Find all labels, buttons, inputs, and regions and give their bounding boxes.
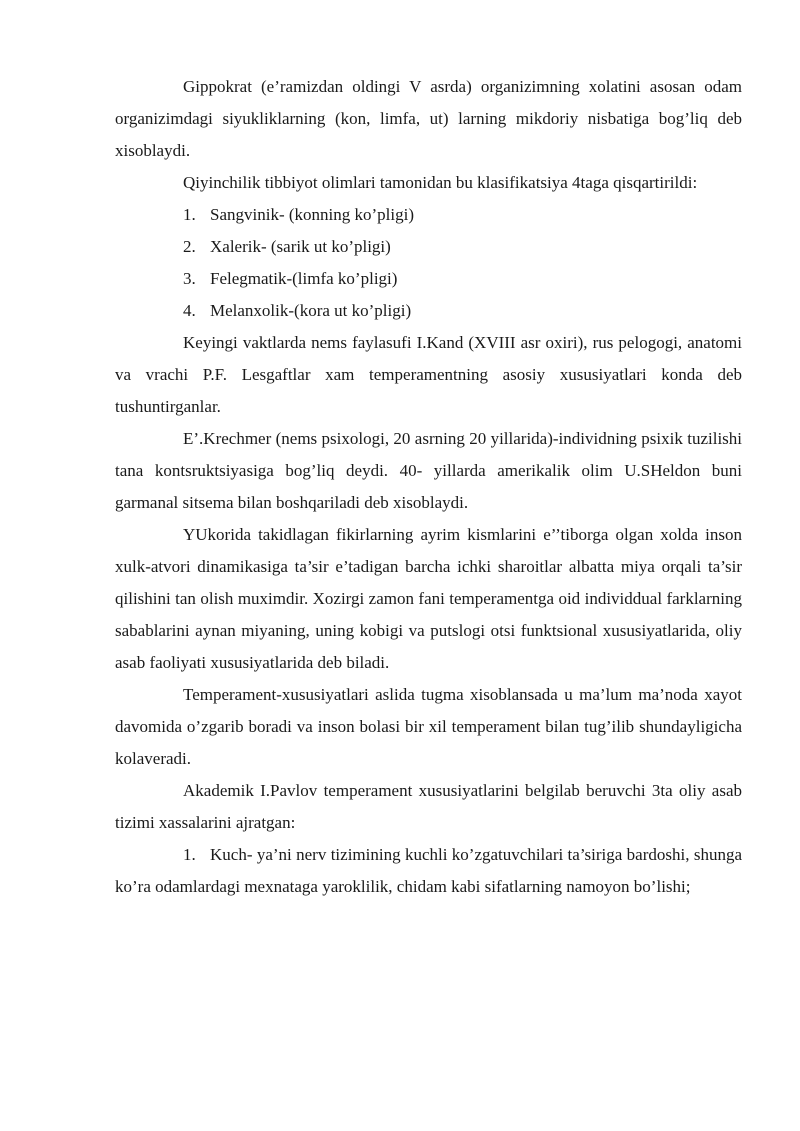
list-item-number: 1. [183, 845, 196, 864]
list-item-text: Melanxolik-(kora ut ko’pligi) [210, 301, 412, 320]
list-item-number: 2. [183, 237, 196, 256]
document-body [115, 71, 742, 903]
paragraph-kretschmer: E’.Krechmer (nems psixologi, 20 asrning 20 yillarida)-individning psixik tuzilishi tana kontsruktsiyasiga bog’liq deydi. 40- yillarda amerikalik olim U.SHeldon buni garmanal sitsema bilan boshqariladi deb xisoblaydi. [115, 429, 742, 512]
paragraph-temperament-change: Temperament-xususiyatlari aslida tugma xisoblansada u ma’lum ma’noda xayot davomida o’zgarib boradi va inson bolasi bir xil temperament bilan tug’ilib shundayligicha kolaveradi. [115, 685, 742, 768]
list-item-text: Xalerik- (sarik ut ko’pligi) [210, 237, 391, 256]
list-item-text: Felegmatik-(limfa ko’pligi) [210, 269, 398, 288]
list-item-number: 1. [183, 205, 196, 224]
paragraph-pavlov: Akademik I.Pavlov temperament xususiyatlarini belgilab beruvchi 3ta oliy asab tizimi xassalarini ajratgan: [115, 781, 742, 832]
paragraph-brain-influence: YUkorida takidlagan fikirlarning ayrim kismlarini e’’tiborga olgan xolda inson xulk-atvori dinamikasiga ta’sir e’tadigan barcha ichki sharoitlar albatta miya orqali ta’sir qilishini tan olish muximdir. Xozirgi zamon fani temperamentga oid individdual farklarning sabablarini aynan miyaning, uning kobigi va putslogi otsi funktsional xususiyatlarida, oliy asab faoliyati xususiyatlarida deb biladi. [115, 525, 742, 672]
paragraph-kant-lesgaft: Keyingi vaktlarda nems faylasufi I.Kand (XVIII asr oxiri), rus pelogogi, anatomi va vrachi P.F. Lesgaftlar xam temperamentning asosiy xususiyatlari konda deb tushuntirganlar. [115, 333, 742, 416]
list-item-text: Sangvinik- (konning ko’pligi) [210, 205, 414, 224]
list-item [115, 295, 742, 327]
paragraph-hippocrates: Gippokrat (e’ramizdan oldingi V asrda) organizimning xolatini asosan odam organizimdagi siyukliklarning (kon, limfa, ut) larning mikdoriy nisbatiga bog’liq deb xisoblaydi. [115, 77, 742, 160]
list-item [115, 199, 742, 231]
list-item-number: 3. [183, 269, 196, 288]
list-item [115, 263, 742, 295]
list-item-number: 4. [183, 301, 196, 320]
list-item [115, 231, 742, 263]
list-item [115, 839, 742, 903]
paragraph-classification: Qiyinchilik tibbiyot olimlari tamonidan bu klasifikatsiya 4taga qisqartirildi: [183, 173, 698, 192]
list-item-text: Kuch- ya’ni nerv tizimining kuchli ko’zgatuvchilari ta’siriga bardoshi, shunga ko’ra odamlardagi mexnataga yaroklilik, chidam kabi sifatlarning namoyon bo’lishi; [115, 845, 742, 896]
